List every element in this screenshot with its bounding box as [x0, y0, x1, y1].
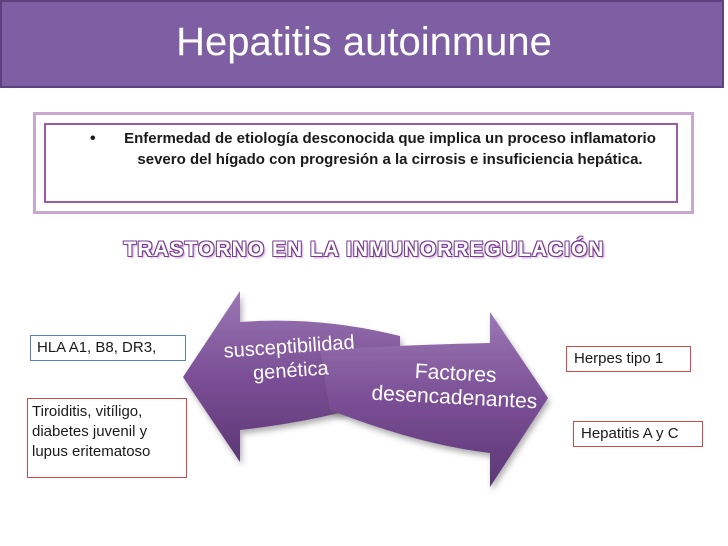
arrow-label-susceptibility: susceptibilidad genética	[222, 331, 356, 385]
slide-title: Hepatitis autoinmune	[176, 20, 552, 64]
herpes-box: Herpes tipo 1	[566, 346, 691, 372]
section-heading: TRASTORNO EN LA INMUNORREGULACIÓN	[123, 238, 605, 261]
hla-box: HLA A1, B8, DR3,	[30, 335, 186, 361]
autoimmune-diseases-box: Tiroiditis, vitíligo, diabetes juvenil y lupus eritematoso	[27, 398, 187, 478]
arrow-label-triggers: Factores desencadenantes	[371, 359, 538, 414]
hepatitis-viruses-box: Hepatitis A y C	[573, 421, 703, 447]
bullet-icon: •	[90, 130, 96, 147]
definition-text: Enfermedad de etiología desconocida que implica un proceso inflamatorio severo del hígado con progresión a la cirrosis e insuficiencia hepática.	[124, 130, 656, 168]
